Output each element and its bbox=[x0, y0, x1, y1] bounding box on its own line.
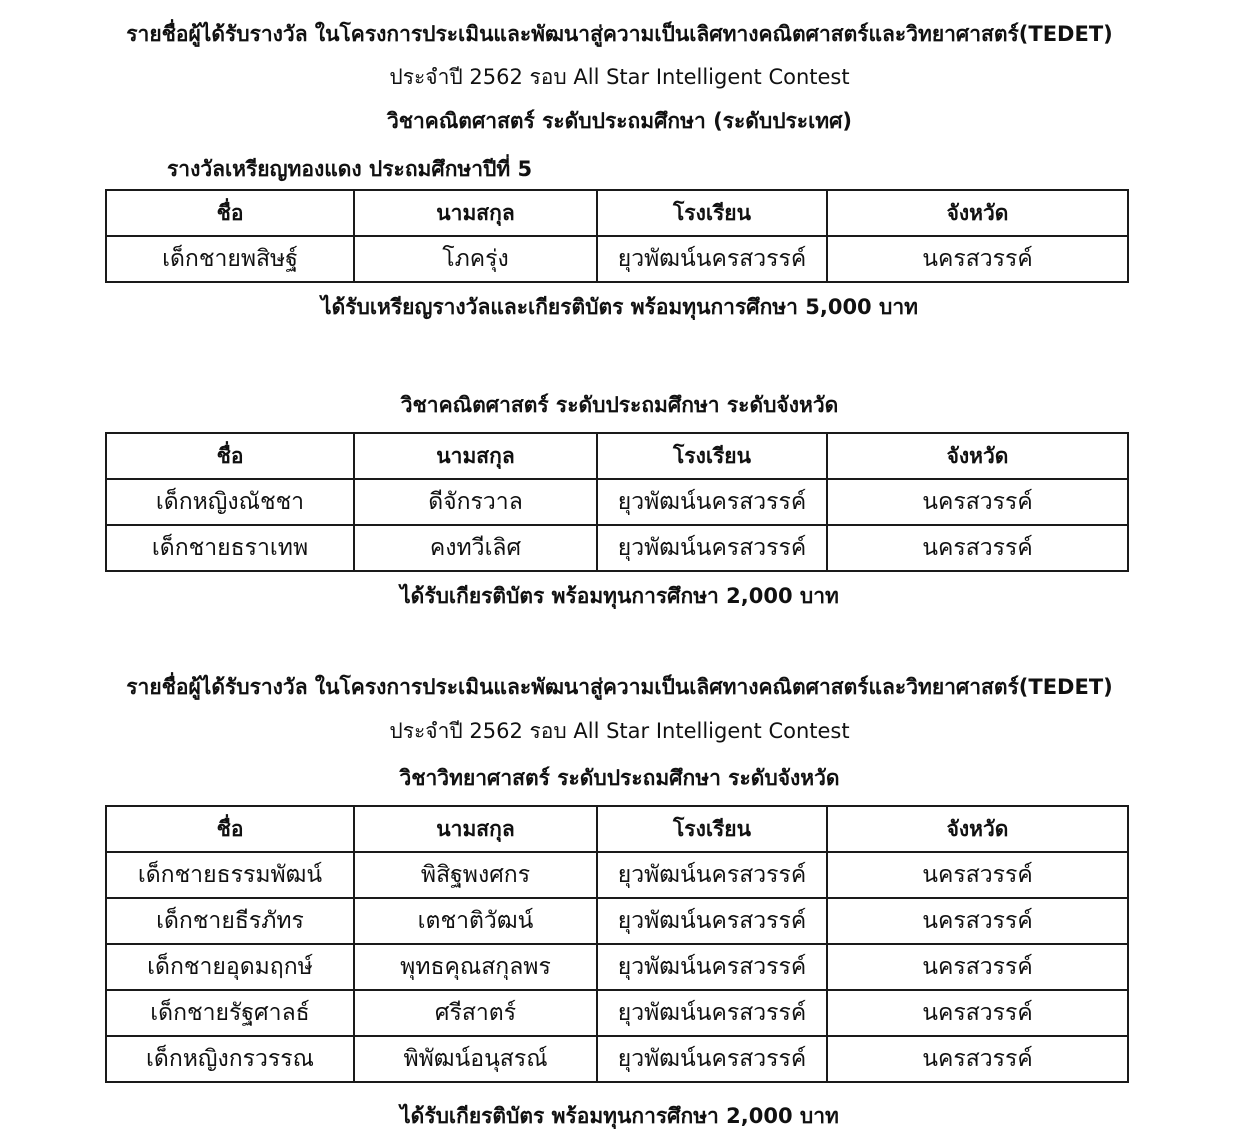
cell-school: ยุวพัฒน์นครสวรรค์ bbox=[597, 479, 827, 525]
header-province: จังหวัด bbox=[827, 806, 1128, 852]
cell-surname: เตชาติวัฒน์ bbox=[354, 898, 597, 944]
cell-province: นครสวรรค์ bbox=[827, 898, 1128, 944]
table-header-row bbox=[106, 806, 1128, 852]
award-note: ได้รับเหรียญรางวัลและเกียรติบัตร พร้อมทุนการศึกษา 5,000 บาท bbox=[321, 295, 918, 319]
cell-school: ยุวพัฒน์นครสวรรค์ bbox=[597, 852, 827, 898]
header-province: จังหวัด bbox=[827, 190, 1128, 236]
cell-school: ยุวพัฒน์นครสวรรค์ bbox=[597, 944, 827, 990]
year-round-heading: ประจำปี 2562 รอบ All Star Intelligent Contest bbox=[389, 65, 850, 89]
header-school: โรงเรียน bbox=[597, 190, 827, 236]
table-header-row bbox=[106, 190, 1128, 236]
cell-province: นครสวรรค์ bbox=[827, 990, 1128, 1036]
table-row bbox=[106, 944, 1128, 990]
header-school: โรงเรียน bbox=[597, 806, 827, 852]
cell-first-name: เด็กหญิงกรวรรณ bbox=[106, 1036, 354, 1082]
award-label: รางวัลเหรียญทองแดง ประถมศึกษาปีที่ 5 bbox=[167, 157, 533, 181]
cell-school: ยุวพัฒน์นครสวรรค์ bbox=[597, 898, 827, 944]
cell-school: ยุวพัฒน์นครสวรรค์ bbox=[597, 1036, 827, 1082]
cell-province: นครสวรรค์ bbox=[827, 1036, 1128, 1082]
table-row bbox=[106, 236, 1128, 282]
cell-surname: ศรีสาตร์ bbox=[354, 990, 597, 1036]
cell-province: นครสวรรค์ bbox=[827, 525, 1128, 571]
cell-province: นครสวรรค์ bbox=[827, 479, 1128, 525]
cell-first-name: เด็กชายธรรมพัฒน์ bbox=[106, 852, 354, 898]
cell-first-name: เด็กชายอุดมฤกษ์ bbox=[106, 944, 354, 990]
header-surname: นามสกุล bbox=[354, 433, 597, 479]
header-province: จังหวัด bbox=[827, 433, 1128, 479]
award-note: ได้รับเกียรติบัตร พร้อมทุนการศึกษา 2,000 บาท bbox=[400, 584, 839, 608]
cell-first-name: เด็กชายธราเทพ bbox=[106, 525, 354, 571]
header-surname: นามสกุล bbox=[354, 806, 597, 852]
header-surname: นามสกุล bbox=[354, 190, 597, 236]
document-title: รายชื่อผู้ได้รับรางวัล ในโครงการประเมินและพัฒนาสู่ความเป็นเลิศทางคณิตศาสตร์และวิทยาศาสตร์(TEDET) bbox=[126, 22, 1113, 46]
cell-surname: พิพัฒน์อนุสรณ์ bbox=[354, 1036, 597, 1082]
year-round-heading: ประจำปี 2562 รอบ All Star Intelligent Contest bbox=[389, 719, 850, 743]
header-school: โรงเรียน bbox=[597, 433, 827, 479]
cell-first-name: เด็กชายรัฐศาลธ์ bbox=[106, 990, 354, 1036]
subject-level-heading: วิชาคณิตศาสตร์ ระดับประถมศึกษา (ระดับประเทศ) bbox=[386, 109, 853, 133]
table-row bbox=[106, 852, 1128, 898]
award-note: ได้รับเกียรติบัตร พร้อมทุนการศึกษา 2,000 บาท bbox=[400, 1104, 839, 1128]
cell-school: ยุวพัฒน์นครสวรรค์ bbox=[597, 990, 827, 1036]
subject-level-heading: วิชาวิทยาศาสตร์ ระดับประถมศึกษา ระดับจังหวัด bbox=[399, 766, 840, 790]
table-row bbox=[106, 1036, 1128, 1082]
header-first-name: ชื่อ bbox=[106, 433, 354, 479]
cell-school: ยุวพัฒน์นครสวรรค์ bbox=[597, 236, 827, 282]
cell-school: ยุวพัฒน์นครสวรรค์ bbox=[597, 525, 827, 571]
table-header-row bbox=[106, 433, 1128, 479]
cell-first-name: เด็กหญิงณัชชา bbox=[106, 479, 354, 525]
cell-province: นครสวรรค์ bbox=[827, 236, 1128, 282]
cell-first-name: เด็กชายธีรภัทร bbox=[106, 898, 354, 944]
cell-surname: พิสิฐพงศกร bbox=[354, 852, 597, 898]
cell-surname: โภครุ่ง bbox=[354, 236, 597, 282]
award-table-provincial-math bbox=[105, 432, 1129, 572]
cell-surname: ดีจักรวาล bbox=[354, 479, 597, 525]
cell-first-name: เด็กชายพสิษฐ์ bbox=[106, 236, 354, 282]
document-title: รายชื่อผู้ได้รับรางวัล ในโครงการประเมินและพัฒนาสู่ความเป็นเลิศทางคณิตศาสตร์และวิทยาศาสตร์(TEDET) bbox=[126, 675, 1113, 699]
table-row bbox=[106, 898, 1128, 944]
table-row bbox=[106, 525, 1128, 571]
table-row bbox=[106, 990, 1128, 1036]
cell-surname: คงทวีเลิศ bbox=[354, 525, 597, 571]
table-row bbox=[106, 479, 1128, 525]
header-first-name: ชื่อ bbox=[106, 806, 354, 852]
cell-surname: พุทธคุณสกุลพร bbox=[354, 944, 597, 990]
header-first-name: ชื่อ bbox=[106, 190, 354, 236]
award-table-national-math bbox=[105, 189, 1129, 283]
cell-province: นครสวรรค์ bbox=[827, 852, 1128, 898]
subject-level-heading: วิชาคณิตศาสตร์ ระดับประถมศึกษา ระดับจังหวัด bbox=[400, 393, 839, 417]
cell-province: นครสวรรค์ bbox=[827, 944, 1128, 990]
award-table-provincial-science bbox=[105, 805, 1129, 1083]
